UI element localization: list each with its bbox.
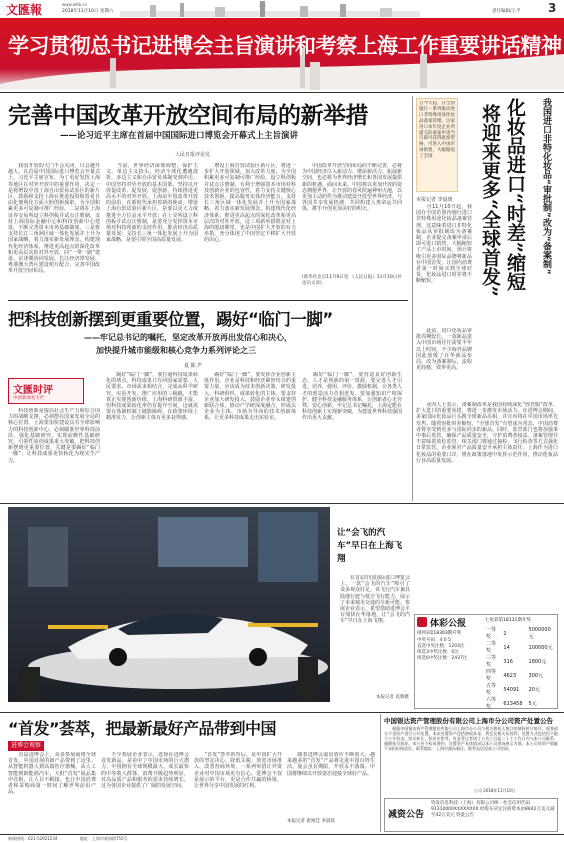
story1-byline: 人民日报评论员 <box>175 152 211 158</box>
notice-text: 特发信息科技（上海）有限公司统一社会信用代码 91310000XXXXXXXX 经股东决定注册资本由8842万美元减至42万美元 特此公告 <box>431 801 555 818</box>
lottery-title: 体彩公报 <box>430 619 467 629</box>
photo-caption-title: 让“会飞的汽车”早日在上海飞翔 <box>337 528 403 564</box>
column-badge-sub: 中国新闻名专栏 <box>13 396 45 401</box>
story2-subtitle-1: ——牢记总书记的嘱托，坚定改革开放再出发信心和决心， <box>84 333 292 342</box>
story3-title: “首发”荟萃，把最新最好产品带到中国 <box>8 719 277 738</box>
sidebar-col: 自11月10日起，我国在全国范围内施行进口非特殊用途化妆品备案管理。这意味着进口非特化妆品从审批制改为备案制，企业提交备案申请后即可进口销售，大幅缩短了产品上市时间，预计将吸引更多国际品牌将新品在中国首发，让国内消费者第一时间买到全球好货，化妆品进口时差将不断缩短。 <box>416 204 472 285</box>
lottery-table <box>483 627 557 711</box>
story2-subtitle-2: 加快提升城市能级和核心竞争力系列评论之三 <box>96 346 256 355</box>
story2-title: 把科技创新摆到更重要位置，踢好“临门一脚” <box>8 310 333 329</box>
table-row: 五等奖 54091 20元 <box>486 683 540 696</box>
skyline-graphic <box>120 1 420 17</box>
sidebar-deck: 我国进口非特化妆品“审批制”改为“备案制” <box>541 98 551 275</box>
story2-byline: 夏 陈 声 <box>184 363 203 369</box>
masthead-site: www.whb.cn <box>62 2 88 7</box>
lottery-issue-right: 七星彩第18131期开奖 <box>485 618 531 623</box>
sidebar-title-1: 化妆品进口“时差”缩短 <box>504 98 526 291</box>
story1-subtitle: ——论习近平主席在首届中国国际进口博览会开幕式上主旨演讲 <box>60 131 299 141</box>
sidebar-title-2: 将迎来更多“全球首发” <box>479 104 501 297</box>
table-row: 六等奖 613458 5元 <box>486 697 537 710</box>
story3-col: 随着进博会溢出效应不断放大，越来越多的“首发”产品将走进中国百姓生活。展会虽有期限，开放永不落幕，中国将继续以开放姿态迎接全球好产品。 <box>287 752 375 777</box>
story2-col: 踢好“临门一脚”，要发挥企业创新主体作用。企业是科技和经济紧密结合的重要力量，应该成为技术创新决策、研发投入、科研组织、成果转化的主体。要支持企业加大研发投入，鼓励企业牵头组建创新联合体，推动产学研深度融合，形成以企业为主体、市场为导向的技术创新体系，让更多科技成果走出实验室。 <box>204 372 296 422</box>
story1-body <box>8 163 408 296</box>
sidebar-col: 业内人士表示，备案制改革是我国持续深化“放管服”改革、扩大进口的重要举措，将进一步激发市场活力。在进博会期间，多家国际化妆品巨头携全球新品亮相，并宣布将在中国市场率先发售。随着审批时差缩短，“全球首发”有望成为常态，中国消费者将享受到更多与国际同步的新品。同时，监管部门也将加强事中事后监管，确保产品质量安全，守护消费者权益。备案管理并不意味着放松监管，相关部门将通过抽检、飞行检查等方式强化日常监管，企业须对产品质量安全承担主体责任。上海作为进口化妆品的重要口岸，将在政策落地中发挥示范作用，推动化妆品行业高质量发展。 <box>416 402 558 464</box>
notice-box <box>384 798 558 832</box>
table-row: 二等奖 14 100000元 <box>486 641 553 654</box>
masthead-logo: 文匯報 <box>6 3 43 17</box>
banner <box>0 18 564 90</box>
lottery-left-rows <box>417 638 479 662</box>
story3-col: 首届进博会上，众多参展商将全球首发、中国首展的新产品带到了这里。从智能机器人到高端医疗器械，从人工智能到新能源汽车，大批“首发”展品集中亮相，让人目不暇接，也让中国消费者和采购商第一时间了解世界前沿产品。 <box>8 752 96 796</box>
story1-col: 增设上海自贸试验区新片区，将进一步扩大开放领域，加大改革力度，为全国积累更多可复制可推广经验。设立科创板并试点注册制，有利于增强资本市场对科技创新企业的包容性，着力支持关键核心技术创新，提高服务实体经济能力。支持长三角区域一体化发展并上升为国家战略，着力落实新发展理念，构建现代化经济体系，推进更高起点的深化改革和更高层次的对外开放，这三项新举措既是对上海的殷切期望，也是中国扩大开放的有力举措，充分体现了中国坚定不移扩大开放的决心。 <box>204 163 296 244</box>
table-row: 四等奖 4623 300元 <box>486 669 544 682</box>
story1-footnote: (新华社北京11月9日电 《人民日报》11月10日评论员文章) <box>302 275 402 286</box>
lottery-row: 组选3中奖注数：0注 <box>417 650 459 655</box>
masthead-editor: 责任编辑/王平 <box>492 9 521 14</box>
sidebar-body <box>416 196 558 500</box>
city-skyline <box>120 1 420 17</box>
story3-body <box>8 752 376 832</box>
story2-body <box>8 372 408 497</box>
flying-car-image <box>8 507 330 702</box>
banner-title: 学习贯彻总书记进博会主旨演讲和考察上海工作重要讲话精神 <box>8 34 562 58</box>
story2-col: 科技创新是提高社会生产力和综合国力的战略支撑，必须摆在国家发展全局的核心位置。上海要加快建设具有全球影响力的科技创新中心，必须瞄准世界科技前沿，强化基础研究，实现前瞻性基础研究、引领性原创成果重大突破。把科技创新摆到更重要位置，关键是要踢好“临门一脚”，让科技成果更快转化为现实生产力。 <box>8 408 100 464</box>
lottery-row: 直选中奖注数：1203注 <box>417 644 465 649</box>
table-row: 三等奖 316 1800元 <box>486 655 547 668</box>
footer-address: 地址：上海市威海路755号 <box>80 836 128 841</box>
photo-caption-text: 在首届中国国际进口博览会上，一款“会飞的汽车”吸引了众多观众驻足。该飞行汽车兼具陆地行驶与低空飞行能力，展示了未来城市交通的全新可能。参展企业表示，希望借助进博会平台加快在华落地，让“会飞的汽车”早日在上海飞翔。 <box>340 575 410 625</box>
notice-badge: 减资公告 <box>388 810 425 820</box>
masthead-date: 2018年11月10日 星期六 <box>62 9 114 14</box>
masthead <box>0 0 564 18</box>
story3-badge: 进博会观察 <box>8 741 44 751</box>
ad-block <box>384 716 558 796</box>
photo-credit: 本报记者 袁婧摄 <box>376 695 409 700</box>
story1-title: 完善中国改革开放空间布局的新举措 <box>8 103 368 129</box>
story1-col: 我国开放的大门不会关闭，只会越开越大。在首届中国国际进口博览会开幕式上，习近平主席宣布，为了更好发挥上海等地区在对外开放中的重要作用，决定一是将增设中国上海自由贸易试验区的新片区，鼓励和支持上海在推进投资和贸易自由化便利化方面大胆创新探索，为全国积累更多可复制可推广经验。二是将在上海证券交易所设立科创板并试点注册制，支持上海国际金融中心和科技创新中心建设，不断完善资本市场基础制度。三是将支持长江三角洲区域一体化发展并上升为国家战略，着力落实新发展理念，构建现代化经济体系，推进更高起点的深化改革和更高层次的对外开放，同“一带一路”建设、京津冀协同发展、长江经济带发展、粤港澳大湾区建设相互配合，完善中国改革开放空间布局。 <box>8 163 100 275</box>
table-row: 一等奖 2 5000000元 <box>486 627 551 640</box>
ad-title: 中国银达资产管理股份有限公司上海市分公司资产处置公告 <box>384 717 553 725</box>
story2-col: 踢好“临门一脚”，要营造良好创新生态。人才是创新的第一资源，要完善人才引进、培养、使用、评价、激励机制，让各类人才的创造活力竞相迸发。要加强知识产权保护，健全科技金融服务体系，让创新者心无旁骛、安心创新。牢记总书记嘱托，上海定能在科技创新上实现新突破，为建设世界科技强国作出更大贡献。 <box>302 372 402 422</box>
lottery-row: 中奖号码：4 0 5 <box>417 638 451 643</box>
story3-byline: 本报记者 唐闻佳 李晨琰 <box>287 819 335 824</box>
footer-hotline: 新闻热线：021-52921234 <box>8 836 58 841</box>
footer <box>8 836 558 843</box>
page-number: 3 <box>548 1 557 15</box>
story3-col: “首发”荟萃的背后，是中国扩大开放的坚定决心。降低关税、放宽市场准入、改善营商环境，一系列举措让外资企业对中国市场更有信心。进博会不仅是展示的平台，更是合作共赢的桥梁，让世界分享中国发展的红利。 <box>194 752 282 790</box>
sidebar-note: 本报记者 李晨琰 <box>416 197 453 203</box>
ad-date: 公司 2018年11月10日 <box>474 788 516 793</box>
story1-col: 当前，世界经济深刻调整，保护主义、单边主义抬头，经济全球化遭遇波折，多边主义和自由贸易体制受到冲击。中国坚持对外开放的基本国策，坚持以开放促改革、促发展、促创新，持续推进更高水平的对外开放。上海是中国改革开放的前沿，在新时代承担着新的使命。增设上海自贸试验区新片区，是要以更大力度推进全方位高水平开放；在上交所设立科创板并试点注册制，是要充分发挥资本市场对科技创新的支持作用，推动经济高质量发展；支持长三角一体化发展上升为国家战略，是要引领全国高质量发展。 <box>106 163 198 244</box>
lottery-row: 组选6中奖注数：2437注 <box>417 656 468 661</box>
car-photo <box>8 507 330 702</box>
ad-text: 根据中国银达资产管理股份有限公司上海市分公司与相关债权人签订的债权转让协议，现将部分不良资产进行公开处置。本次处置资产包括债权本金、利息及相关从权利，处置方式包括但不限于公开拍卖、协议转让、折价出售等。有意受让者请于公告之日起二十个工作日内与本公司联系，逾期视为放弃。本公告不构成要约，处置资产具体情况以本公司现场展示为准。本公司对资产瑕疵不承担担保责任。联系地址：上海市浦东新区，联系电话见本公司官网。 <box>384 726 558 751</box>
note-box <box>416 98 458 192</box>
sidebar-col: 此前，进口化妆品审批周期较长，一款新品进入中国市场往往需要半年以上时间，不少海外品牌因此放缓了在华新品布局。改为备案制后，流程更简便、效率更高。 <box>416 328 472 372</box>
lottery-issue-left: 排列3第18303期开奖 <box>417 631 462 636</box>
story3-col: 不少参展企业表示，选择在进博会首发新品，是看中了中国市场的巨大潜力。中国拥有全球规模最大、成长最快的中等收入群体，消费升级趋势明显，对高品质产品和服务的需求持续增长，这为各国企业提供了广阔的发展空间。 <box>101 752 189 790</box>
column-badge-name: 文匯时评 <box>13 385 53 396</box>
lottery-icon <box>417 617 427 627</box>
story2-col: 踢好“临门一脚”，要打通科技成果转化的堵点。科技成果只有同国家需要、人民要求、市场需求相结合，完成从科学研究、实验开发、推广应用的三级跳，才能真正实现创新价值。上海科研资源丰富，但科技成果转化率仍有提升空间，这就需要在体制机制上破除障碍，在政策环境上精准发力，让创新主体有更多获得感。 <box>106 372 198 422</box>
story1-col: 中国改革开放空间布局的不断完善，必将为中国经济注入新动力、增添新活力、拓展新空间，也必将为世界经济增长和各国发展提供新的机遇。面向未来，中国将以更加开放的姿态拥抱世界，让开放的春风吹遍神州大地，以更加主动的作为推动建设开放型世界经济，与各国共享发展机遇，共同构建人类命运共同体，携手开创更加美好的明天。 <box>302 163 402 213</box>
note-box-text: 自今天起，在全国施行一系列推动进口非特殊用途化妆品备案管理。这家进口本年度企业所提交的备案申请当日即可获得批准资格，可进入中国市场销售，大幅缩短了全国 <box>419 101 455 160</box>
lottery-box <box>414 614 558 709</box>
